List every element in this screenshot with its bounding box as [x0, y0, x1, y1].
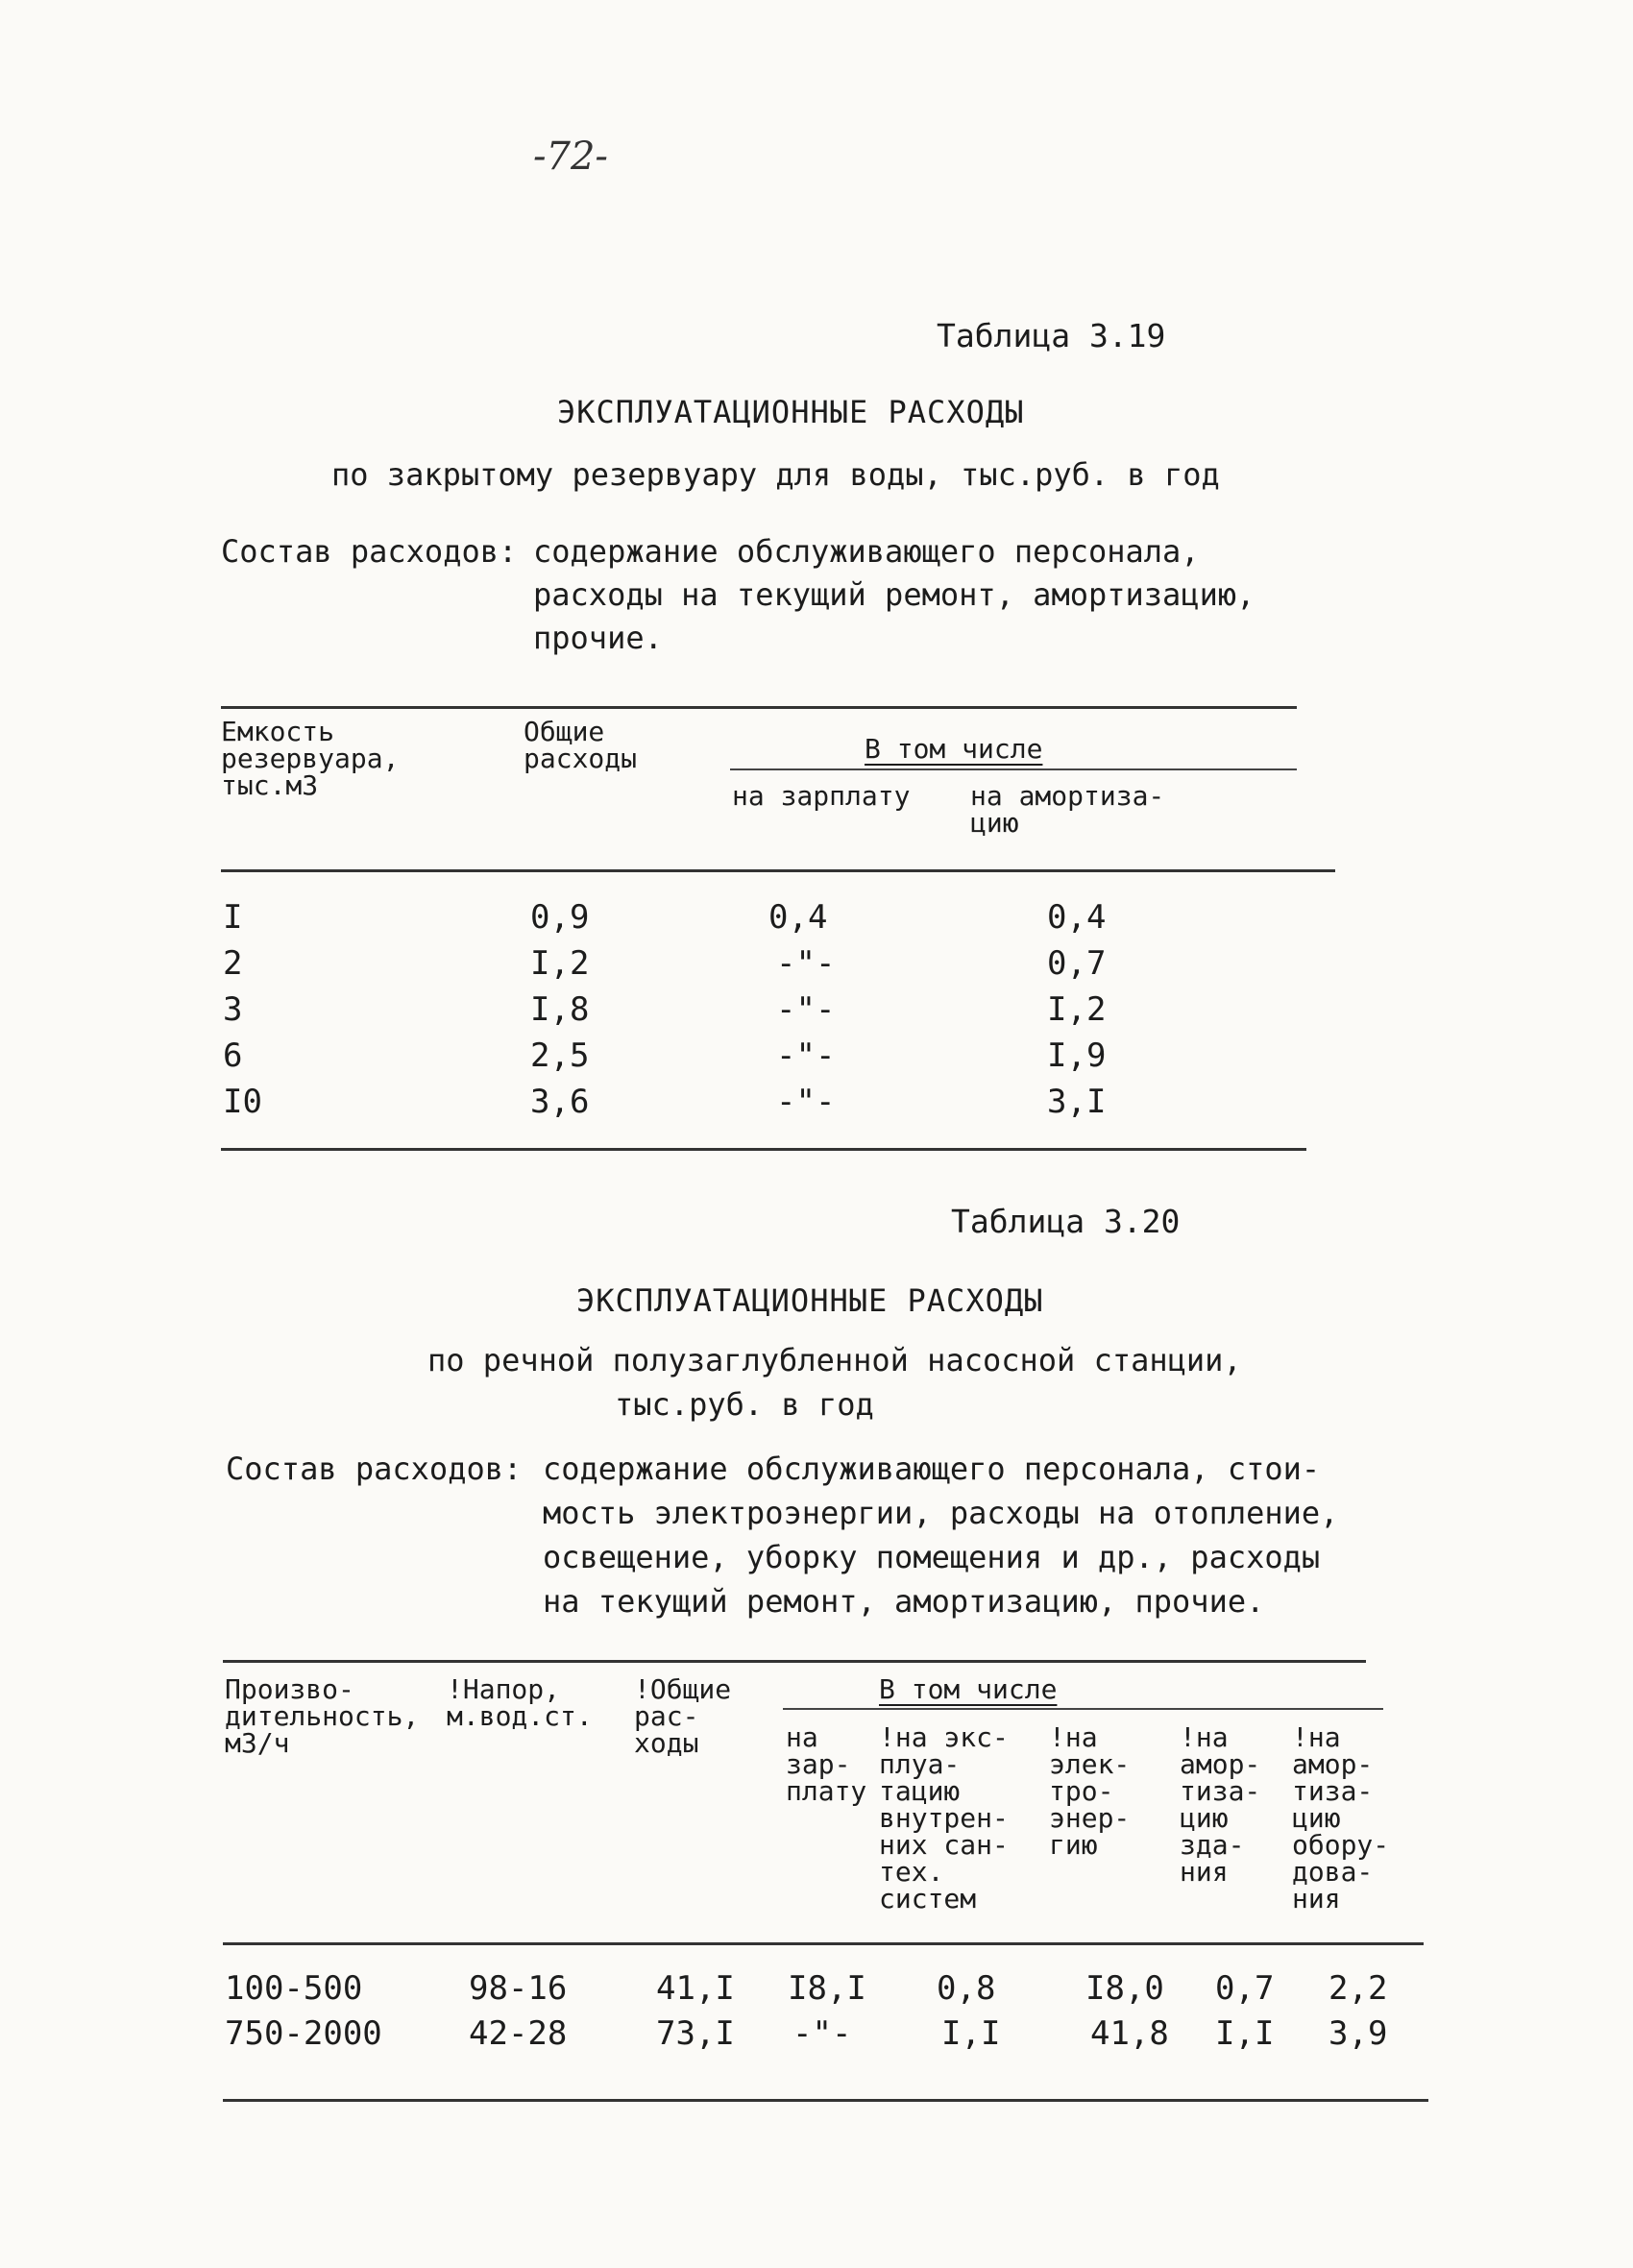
table2-header-amort-building: !на амор- тиза- цию зда- ния: [1180, 1721, 1261, 1888]
table1-cell: 2: [223, 944, 243, 983]
table2-group-rule: [783, 1708, 1383, 1710]
table2-header-amort-equipment: !на амор- тиза- цию обору- дова- ния: [1292, 1721, 1390, 1914]
table1-cell: I,8: [530, 990, 590, 1029]
table1-composition-line: прочие.: [533, 620, 663, 656]
table2-header-head: !Напор, м.вод.ст.: [447, 1673, 593, 1732]
table2-cell: 41,I: [656, 1969, 735, 2008]
table1-top-rule: [221, 706, 1297, 709]
table1-header-amortization: на амортиза- цию: [970, 780, 1165, 839]
table1-cell: -"-: [776, 1036, 836, 1075]
table1-cell: I,2: [530, 944, 590, 983]
table1-header-rule: [221, 869, 1335, 872]
table1-header-capacity: Емкость резервуара, тыс.м3: [221, 716, 400, 801]
table2-title: ЭКСПЛУАТАЦИОННЫЕ РАСХОДЫ: [576, 1282, 1044, 1319]
table1-cell: I,2: [1047, 990, 1107, 1029]
table2-bottom-rule: [223, 2099, 1428, 2102]
table2-cell: I8,I: [788, 1969, 866, 2008]
table1-header-salary: на зарплату: [732, 780, 911, 812]
table2-cell: I,I: [1215, 2014, 1275, 2053]
table2-cell: 98-16: [469, 1969, 568, 2008]
page-number: -72-: [533, 134, 608, 179]
table1-cell: -"-: [776, 990, 836, 1029]
table1-composition-line: расходы на текущий ремонт, амортизацию,: [533, 576, 1255, 613]
table2-header-total: !Общие рас- ходы: [634, 1673, 732, 1759]
table1-header-total: Общие расходы: [524, 716, 638, 774]
table2-header-sanitary: !на экс- плуа- тацию внутрен- них сан- тех. систем: [879, 1721, 1009, 1914]
table1-group-rule: [730, 768, 1297, 770]
table2-cell: 750-2000: [225, 2014, 382, 2053]
table2-cell: 0,8: [937, 1969, 996, 2008]
table1-cell: I,9: [1047, 1036, 1107, 1075]
table1-cell: 0,4: [1047, 898, 1107, 937]
table2-subtitle-line: тыс.руб. в год: [615, 1386, 874, 1423]
table1-title: ЭКСПЛУАТАЦИОННЫЕ РАСХОДЫ: [557, 394, 1025, 430]
table2-header-salary: на зар- плату: [786, 1721, 867, 1807]
table1-caption: Таблица 3.19: [937, 317, 1166, 354]
table1-composition-line: содержание обслуживающего персонала,: [533, 533, 1200, 570]
table2-cell: 73,I: [656, 2014, 735, 2053]
table1-composition-label: Состав расходов:: [221, 533, 518, 570]
table1-cell: 0,7: [1047, 944, 1107, 983]
table1-cell: 3: [223, 990, 243, 1029]
table2-cell: I,I: [941, 2014, 1001, 2053]
table2-caption: Таблица 3.20: [951, 1203, 1181, 1240]
table2-top-rule: [223, 1660, 1366, 1663]
table1-cell: 3,I: [1047, 1083, 1107, 1121]
table1-subtitle: по закрытому резервуару для воды, тыс.руб. в год: [331, 456, 1220, 493]
table1-cell: I: [223, 898, 243, 937]
table1-cell: 0,4: [768, 898, 828, 937]
table1-header-group: В том числе: [865, 733, 1043, 765]
table2-header-group: В том числе: [879, 1673, 1058, 1705]
table2-composition-line: освещение, уборку помещения и др., расходы: [543, 1539, 1321, 1575]
table1-cell: 2,5: [530, 1036, 590, 1075]
table2-composition-line: на текущий ремонт, амортизацию, прочие.: [543, 1583, 1265, 1620]
table2-composition-line: мость электроэнергии, расходы на отопление,: [543, 1495, 1339, 1531]
table2-header-capacity: Произво- дительность, м3/ч: [225, 1673, 420, 1759]
table2-cell: I8,0: [1085, 1969, 1164, 2008]
table2-subtitle-line: по речной полузаглубленной насосной станции,: [427, 1342, 1242, 1378]
table1-cell: -"-: [776, 944, 836, 983]
table2-cell: 100-500: [225, 1969, 363, 2008]
table2-cell: 41,8: [1090, 2014, 1169, 2053]
table1-cell: 0,9: [530, 898, 590, 937]
table2-cell: -"-: [792, 2014, 852, 2053]
table2-cell: 42-28: [469, 2014, 568, 2053]
table2-cell: 0,7: [1215, 1969, 1275, 2008]
table2-composition-label: Состав расходов:: [226, 1451, 523, 1487]
table2-cell: 3,9: [1328, 2014, 1388, 2053]
table1-cell: 3,6: [530, 1083, 590, 1121]
table1-cell: -"-: [776, 1083, 836, 1121]
table2-header-rule: [223, 1942, 1424, 1945]
table2-cell: 2,2: [1328, 1969, 1388, 2008]
table1-bottom-rule: [221, 1148, 1306, 1151]
table1-cell: I0: [223, 1083, 262, 1121]
table2-header-electricity: !на элек- тро- энер- гию: [1049, 1721, 1131, 1861]
table2-composition-line: содержание обслуживающего персонала, стои-: [543, 1451, 1321, 1487]
table1-cell: 6: [223, 1036, 243, 1075]
